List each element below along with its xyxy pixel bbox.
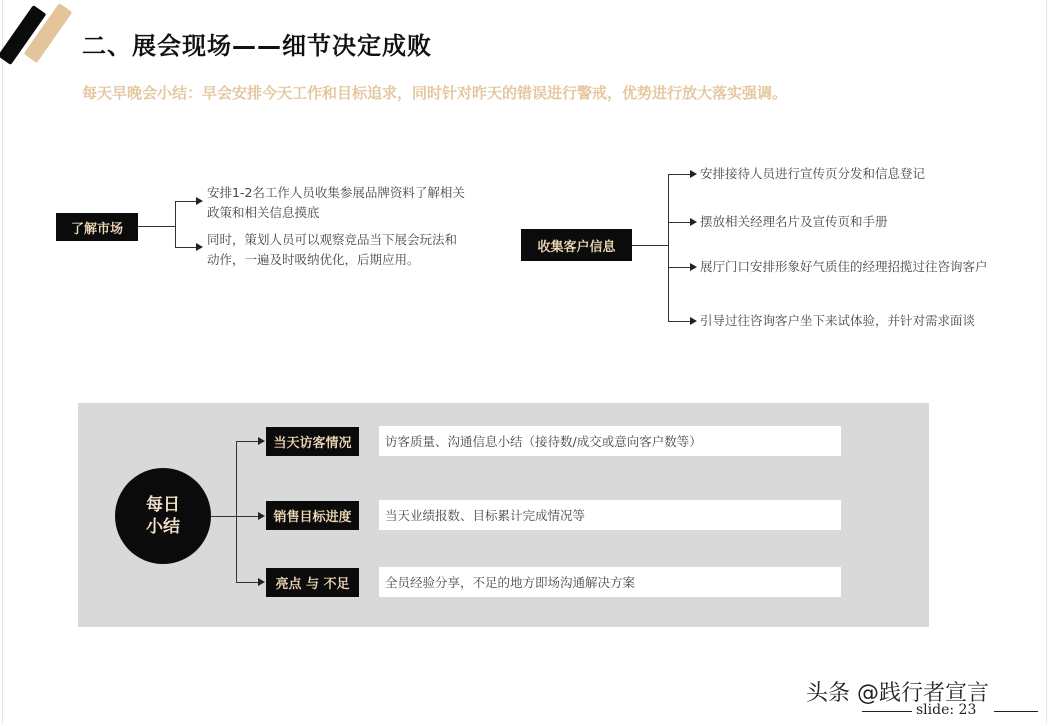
summary-detail-highlights: 全员经验分享，不足的地方即场沟通解决方案: [379, 567, 841, 597]
market-branch-1: [175, 201, 196, 202]
summary-detail-sales-progress: 当天业绩报数、目标累计完成情况等: [379, 500, 841, 530]
customer-connector-h: [632, 245, 668, 246]
summary-arrow-3: [258, 578, 265, 586]
customer-item-3: 展厅门口安排形象好气质佳的经理招揽过往咨询客户: [700, 259, 988, 274]
summary-label-sales-progress: 销售目标进度: [266, 501, 359, 530]
market-connector-h: [138, 226, 175, 227]
customer-branch-1: [668, 174, 690, 175]
customer-arrow-1: [690, 170, 697, 178]
summary-connector-h: [211, 516, 236, 517]
market-block: [56, 213, 138, 241]
market-label: 了解市场: [70, 221, 123, 237]
customer-item-4: 引导过往咨询客户坐下来试体验，并针对需求面谈: [700, 313, 976, 328]
summary-label-highlights: 亮点 与 不足: [266, 568, 359, 597]
customer-arrow-2: [690, 218, 697, 226]
summary-label-visitors: 当天访客情况: [266, 427, 359, 456]
summary-branch-1: [236, 441, 258, 442]
summary-arrow-2: [258, 512, 265, 520]
slide-number: slide: 23: [916, 702, 977, 718]
market-connector-v: [175, 201, 176, 247]
page-title: 二、展会现场——细节决定成败: [82, 32, 432, 60]
customer-label: 收集客户信息: [537, 239, 616, 255]
page-subtitle: 每天早晚会小结：早会安排今天工作和目标追求，同时针对昨天的错误进行警戒，优势进行放大落实强调。: [82, 84, 788, 102]
daily-summary-circle: 每日 小结: [115, 468, 211, 564]
watermark-brand: 头条 @践行者宣言: [806, 681, 989, 706]
customer-branch-4: [668, 321, 690, 322]
summary-branch-3: [236, 582, 258, 583]
summary-arrow-1: [258, 437, 265, 445]
customer-arrow-4: [690, 317, 697, 325]
summary-connector-v: [236, 441, 237, 582]
market-arrow-2: [196, 243, 203, 251]
customer-connector-v: [668, 174, 669, 322]
customer-item-1: 安排接待人员进行宣传页分发和信息登记: [700, 166, 926, 181]
footer-rule-left: [862, 711, 912, 712]
footer-rule-right: [994, 711, 1038, 712]
summary-detail-visitors: 访客质量、沟通信息小结（接待数/成交或意向客户数等）: [379, 426, 841, 456]
market-arrow-1: [196, 197, 203, 205]
customer-block: [521, 229, 632, 261]
market-item-2: 同时，策划人员可以观察竞品当下展会玩法和 动作，一遍及时吸纳优化，后期应用。: [207, 232, 458, 267]
market-item-1: 安排1-2名工作人员收集参展品牌资料了解相关 政策和相关信息摸底: [207, 185, 465, 220]
customer-item-2: 摆放相关经理名片及宣传页和手册: [700, 214, 888, 229]
customer-branch-3: [668, 267, 690, 268]
customer-branch-2: [668, 222, 690, 223]
summary-branch-2: [236, 516, 258, 517]
market-branch-2: [175, 247, 196, 248]
customer-arrow-3: [690, 263, 697, 271]
